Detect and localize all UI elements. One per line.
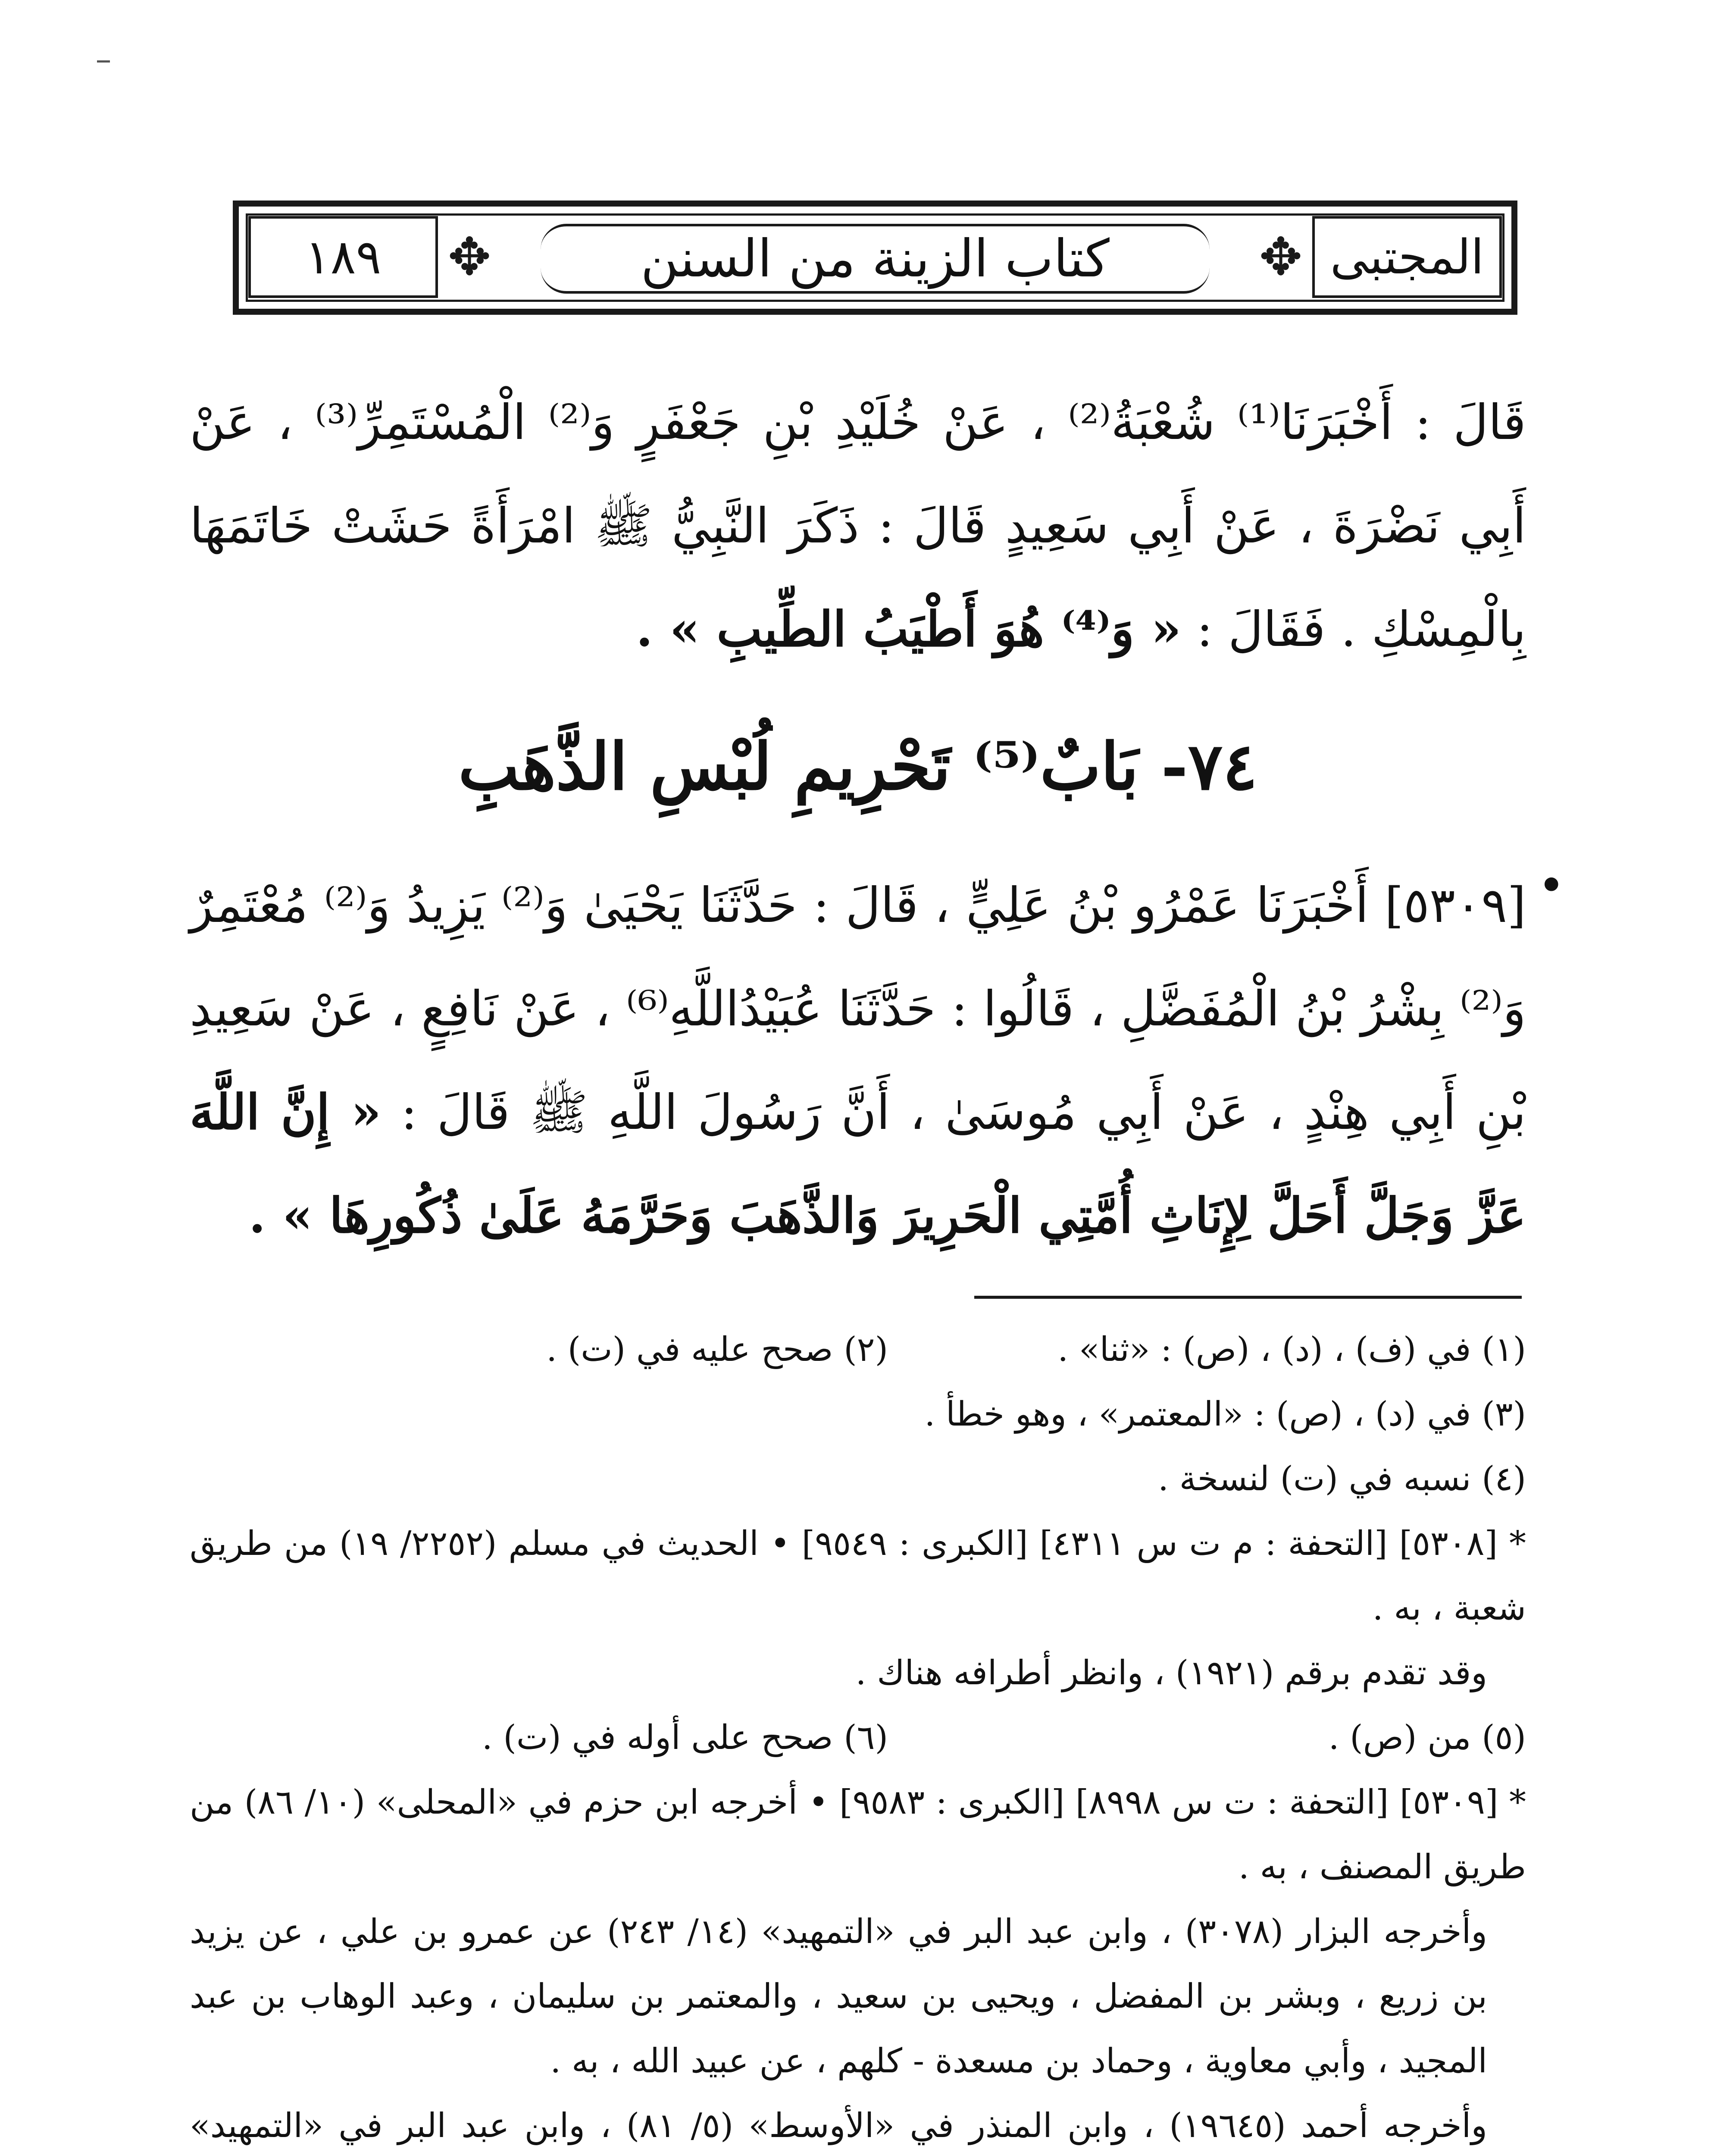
book-mark: المجتبى — [1312, 216, 1502, 298]
chapter-heading: ٧٤- بَابٌ⁽⁵⁾ تَحْرِيمِ لُبْسِ الذَّهَبِ — [458, 729, 1257, 805]
takhrij-5308-note: وقد تقدم برقم (١٩٢١) ، وانظر أطرافه هناك . — [855, 1654, 1487, 1692]
footnote-6: (٦) صحح على أوله في (ت) . — [482, 1718, 888, 1757]
page-header — [233, 201, 1517, 315]
footnote-divider — [974, 1296, 1522, 1299]
footnote-row — [190, 1705, 1526, 1770]
takhrij-5309: * [٥٣٠٩] [التحفة : ت س ٨٩٩٨] [الكبرى : ٩٥٨٣] • أخرجه ابن حزم في «المحلى» (١٠/ ٨٦) من طريق المصنف ، به . — [190, 1783, 1526, 1887]
hadith-matn: « إِنَّ اللَّهَ عَزَّ وَجَلَّ أَحَلَّ لِإِنَاثِ أُمَّتِي الْحَرِيرَ وَالذَّهَبَ وَحَرَّمَهُ عَلَىٰ ذُكُورِهَا » . — [190, 1084, 1526, 1244]
running-title: كتاب الزينة من السنن — [541, 224, 1210, 294]
footnote-5: (٥) من (ص) . — [1328, 1718, 1526, 1757]
footnote-1: (١) في (ف) ، (د) ، (ص) : «ثنا» . — [1057, 1330, 1526, 1369]
footnote-row — [190, 1317, 1526, 1382]
hadith-text: قَالَ : أَخْبَرَنَا⁽¹⁾ شُعْبَةُ⁽²⁾ ، عَنْ خُلَيْدِ بْنِ جَعْفَرٍ وَ⁽²⁾ الْمُسْتَمِرِّ⁽³⁾ ، عَنْ أَبِي نَضْرَةَ ، عَنْ أَبِي سَعِيدٍ قَالَ : ذَكَرَ النَّبِيُّ ﷺ امْرَأَةً حَشَتْ خَاتَمَهَا بِالْمِسْكِ . فَقَالَ : — [190, 395, 1526, 658]
takhrij-5308: * [٥٣٠٨] [التحفة : م ت س ٤٣١١] [الكبرى : ٩٥٤٩] • الحديث في مسلم (٢٢٥٢/ ١٩) من طريق شعبة ، به . — [190, 1524, 1526, 1628]
footnote-2: (٢) صحح عليه في (ت) . — [546, 1330, 888, 1369]
bullet-icon: • — [1539, 862, 1564, 908]
hadith-matn: « وَ⁽⁴⁾ هُوَ أَطْيَبُ الطِّيبِ » . — [636, 601, 1182, 658]
footnote-4: (٤) نسبه في (ت) لنسخة . — [1158, 1460, 1526, 1498]
scan-mark — [97, 60, 110, 63]
page-number: ١٨٩ — [248, 216, 438, 298]
ornament-icon: ✥ — [447, 227, 491, 287]
hadith-paragraph-2 — [190, 854, 1526, 1268]
takhrij-5309-note-2: وأخرجه أحمد (١٩٦٤٥) ، وابن المنذر في «الأوسط» (٥/ ٨١) ، وابن عبد البر في «التمهيد» — [190, 2106, 1487, 2145]
takhrij-5309-note-1: وأخرجه البزار (٣٠٧٨) ، وابن عبد البر في «التمهيد» (١٤/ ٢٤٣) عن عمرو بن علي ، عن يزيد بن زريع ، وبشر بن المفضل ، ويحيى بن سعيد ، والمعتمر بن سليمان ، وعبد الوهاب بن عبد المجيد ، وأبي معاوية ، وحماد بن مسعدة - كلهم ، عن عبيد الله ، به . — [190, 1912, 1487, 2081]
hadith-text: [٥٣٠٩] أَخْبَرَنَا عَمْرُو بْنُ عَلِيٍّ ، قَالَ : حَدَّثَنَا يَحْيَىٰ وَ⁽²⁾ يَزِيدُ وَ⁽²⁾ مُعْتَمِرٌ وَ⁽²⁾ بِشْرُ بْنُ الْمُفَضَّلِ ، قَالُوا : حَدَّثَنَا عُبَيْدُاللَّهِ⁽⁶⁾ ، عَنْ نَافِعٍ ، عَنْ سَعِيدِ بْنِ أَبِي هِنْدٍ ، عَنْ أَبِي مُوسَىٰ ، أَنَّ رَسُولَ اللَّهِ ﷺ قَالَ : — [190, 877, 1526, 1141]
footnote-3: (٣) في (د) ، (ص) : «المعتمر» ، وهو خطأ . — [924, 1395, 1526, 1434]
ornament-icon: ✥ — [1259, 227, 1303, 287]
footnotes — [190, 1317, 1526, 2156]
hadith-paragraph-1 — [190, 371, 1526, 681]
